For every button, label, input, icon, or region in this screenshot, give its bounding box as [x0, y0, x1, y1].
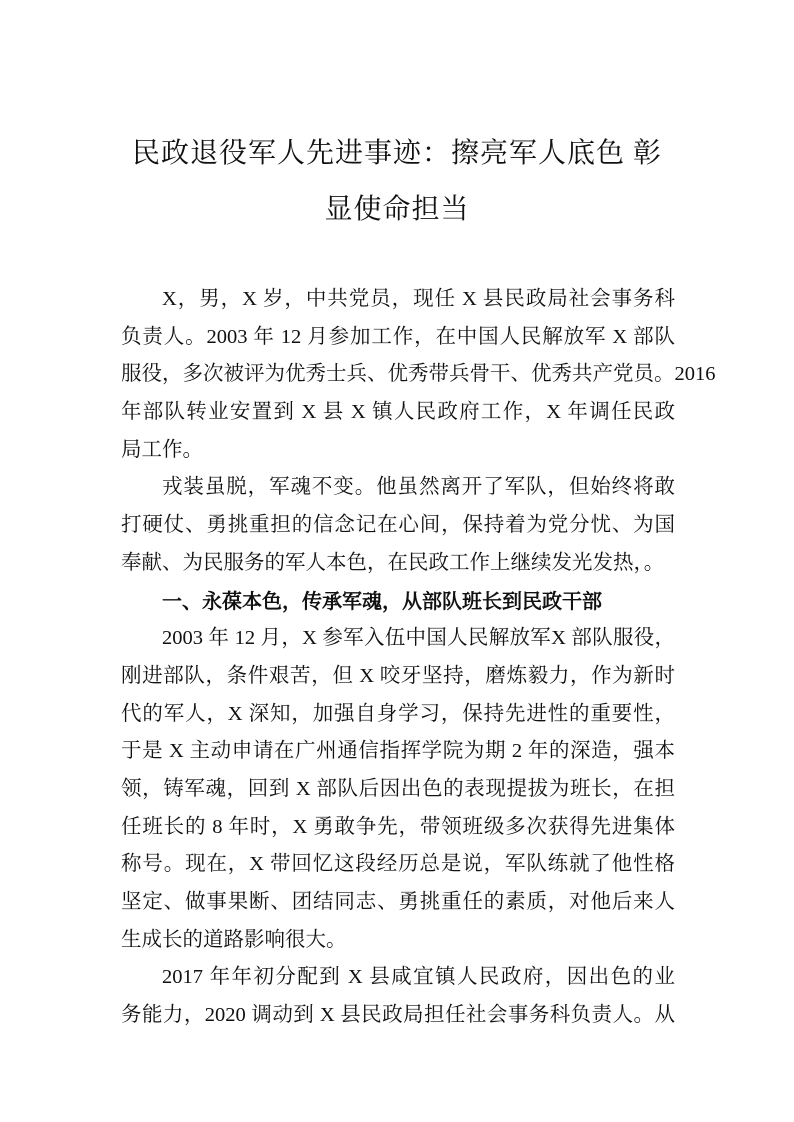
- text-line: 于是 X 主动申请在广州通信指挥学院为期 2 年的深造，强本: [121, 740, 675, 763]
- text-line: 打硬仗、勇挑重担的信念记在心间，保持着为党分忧、为国: [121, 514, 675, 537]
- paragraph: [121, 281, 716, 469]
- text-line: 生成长的道路影响很大。: [121, 928, 347, 951]
- text-line: 一、永葆本色，传承军魂，从部队班长到民政干部: [162, 588, 602, 613]
- title-line: 民政退役军人先进事迹：擦亮军人底色 彰: [131, 138, 662, 169]
- text-line: 务能力，2020 调动到 X 县民政局担任社会事务科负责人。从: [121, 1004, 675, 1027]
- text-line: 坚定、做事果断、团结同志、勇挑重任的素质，对他后来人: [121, 891, 675, 913]
- text-line: 2017 年年初分配到 X 县咸宜镇人民政府，因出色的业: [162, 966, 675, 989]
- text-line: 2003 年 12 月，X 参军入伍中国人民解放军X 部队服役，: [162, 627, 675, 650]
- text-line: 刚进部队，条件艰苦，但 X 咬牙坚持，磨炼毅力，作为新时: [121, 664, 675, 687]
- text-line: 代的军人，X 深知，加强自身学习，保持先进性的重要性，: [121, 702, 675, 725]
- text-line: X，男，X 岁，中共党员，现任 X 县民政局社会事务科: [162, 288, 675, 310]
- text-line: 戎装虽脱，军魂不变。他虽然离开了军队，但始终将敢: [162, 476, 675, 499]
- text-line: 领，铸军魂，回到 X 部队后因出色的表现提拔为班长，在担: [121, 777, 675, 800]
- text-line: 服役，多次被评为优秀士兵、优秀带兵骨干、优秀共产党员。2016: [121, 363, 716, 386]
- title-line: 显使命担当: [324, 194, 470, 225]
- text-line: 奉献、为民服务的军人本色，在民政工作上继续发光发热，。: [121, 551, 665, 574]
- document-body: [121, 281, 716, 1035]
- section-heading: [121, 583, 675, 621]
- paragraph: [121, 469, 675, 582]
- text-line: 负责人。2003 年 12 月参加工作，在中国人民解放军 X 部队: [121, 325, 675, 348]
- text-line: 称号。现在，X 带回忆这段经历总是说，军队练就了他性格: [121, 853, 675, 876]
- text-line: 局工作。: [121, 438, 203, 461]
- text-line: 任班长的 8 年时，X 勇敢争先，带领班级多次获得先进集体: [121, 815, 675, 838]
- paragraph: [121, 959, 675, 1034]
- text-line: 年部队转业安置到 X 县 X 镇人民政府工作，X 年调任民政: [121, 401, 675, 424]
- document-title: [100, 126, 694, 238]
- paragraph: [121, 620, 675, 959]
